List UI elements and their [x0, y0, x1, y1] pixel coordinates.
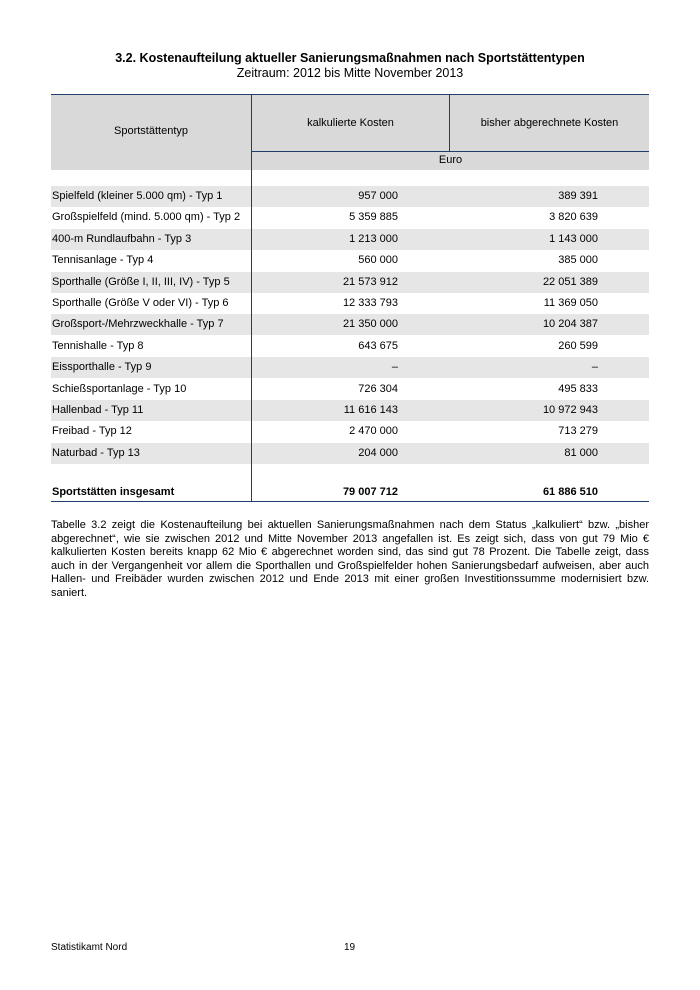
page-number: 19 [344, 942, 356, 953]
cell-type: Naturbad - Typ 13 [52, 446, 140, 459]
cell-type: Schießsportanlage - Typ 10 [52, 382, 187, 395]
cell-calculated: 21 573 912 [342, 275, 398, 288]
cell-billed: 11 369 050 [543, 297, 598, 309]
header-calculated: kalkulierte Kosten [307, 117, 394, 129]
cell-billed: 10 204 387 [542, 318, 598, 331]
cell-billed: 713 279 [558, 425, 598, 438]
table-row [51, 272, 649, 293]
table-row [51, 336, 649, 357]
header-column-divider [449, 94, 450, 151]
total-type: Sportstätten insgesamt [52, 486, 175, 498]
table-row [51, 314, 649, 335]
total-calculated: 79 007 712 [342, 486, 398, 498]
cell-billed: 385 000 [558, 254, 598, 267]
table-row [51, 379, 649, 400]
cost-table [51, 94, 649, 502]
table-row [51, 400, 649, 421]
cell-billed: 3 820 639 [549, 211, 598, 224]
cell-type: Spielfeld (kleiner 5.000 qm) - Typ 1 [52, 190, 223, 202]
cell-calculated: 11 616 143 [343, 404, 398, 416]
table-row [51, 421, 649, 442]
cell-type: Großspielfeld (mind. 5.000 qm) - Typ 2 [52, 211, 241, 224]
cell-billed: 81 000 [564, 446, 598, 459]
table-row [51, 250, 649, 271]
total-billed: 61 886 510 [542, 486, 598, 498]
cell-type: Tennisanlage - Typ 4 [52, 254, 154, 267]
total-row [51, 483, 649, 501]
cell-calculated: 560 000 [358, 254, 398, 267]
cell-billed: 22 051 389 [542, 275, 598, 288]
first-column-divider [251, 94, 252, 502]
table-row [51, 293, 649, 314]
cell-type: Sporthalle (Größe V oder VI) - Typ 6 [52, 297, 229, 309]
cell-type: Hallenbad - Typ 11 [52, 404, 144, 416]
cell-calculated: 12 333 793 [342, 297, 398, 309]
header-type: Sportstättentyp [114, 125, 188, 137]
cell-calculated: 643 675 [358, 339, 398, 352]
table-row [51, 186, 649, 207]
header-billed: bisher abgerechnete Kosten [480, 117, 619, 129]
cell-calculated: 726 304 [358, 382, 398, 395]
table-row [51, 443, 649, 464]
cell-billed: 10 972 943 [542, 404, 598, 416]
cell-billed: – [591, 361, 598, 374]
cell-calculated: – [391, 361, 398, 374]
table-row [51, 229, 649, 250]
cell-billed: 260 599 [558, 339, 598, 352]
table-row [51, 357, 649, 378]
cell-type: Eissporthalle - Typ 9 [52, 361, 152, 374]
cell-type: Tennishalle - Typ 8 [52, 339, 144, 352]
cell-type: Freibad - Typ 12 [52, 425, 132, 438]
cell-calculated: 21 350 000 [342, 318, 398, 331]
cell-calculated: 5 359 885 [349, 211, 398, 224]
footer-source: Statistikamt Nord [51, 942, 128, 953]
cell-billed: 495 833 [558, 382, 598, 395]
header-unit: Euro [438, 154, 463, 166]
description-paragraph: Tabelle 3.2 zeigt die Kostenaufteilung bei aktuellen Sanierungsmaßnahmen nach dem Status „kalkuliert“ bzw. „bisher abgerechnet“, wie sie zwischen 2012 und Mitte November 2013 angefallen ist. Es zeigt sich, dass von gut 79 Mio € kalkulierten Kosten bereits knapp 62 Mio € abgerechnet worden sind, das sind gut 78 Prozent. Die Tabelle zeigt, dass auch in der Vergangenheit vor allem die Sporthallen und Großspielfelder hohen Sanierungsbedarf aufweisen, aber auch Hallen- und Freibäder wurden zwischen 2012 und Ende 2013 mit einer großen Investitionssumme modernisiert bzw. saniert. [51, 519, 649, 599]
table-row [51, 207, 649, 228]
cell-calculated: 2 470 000 [349, 425, 398, 438]
table-title: 3.2. Kostenaufteilung aktueller Sanierungsmaßnahmen nach Sportstättentypen [115, 51, 585, 65]
header-divider [251, 151, 649, 152]
cell-calculated: 1 213 000 [349, 232, 398, 245]
cell-type: Sporthalle (Größe I, II, III, IV) - Typ 5 [52, 275, 230, 288]
cell-calculated: 957 000 [358, 190, 398, 202]
cell-billed: 1 143 000 [549, 232, 598, 245]
cell-type: 400-m Rundlaufbahn - Typ 3 [52, 232, 192, 245]
cell-calculated: 204 000 [358, 446, 398, 459]
table-bottom-rule [51, 501, 649, 502]
cell-billed: 389 391 [558, 190, 598, 202]
cell-type: Großsport-/Mehrzweckhalle - Typ 7 [52, 318, 224, 331]
table-subtitle: Zeitraum: 2012 bis Mitte November 2013 [236, 66, 464, 80]
